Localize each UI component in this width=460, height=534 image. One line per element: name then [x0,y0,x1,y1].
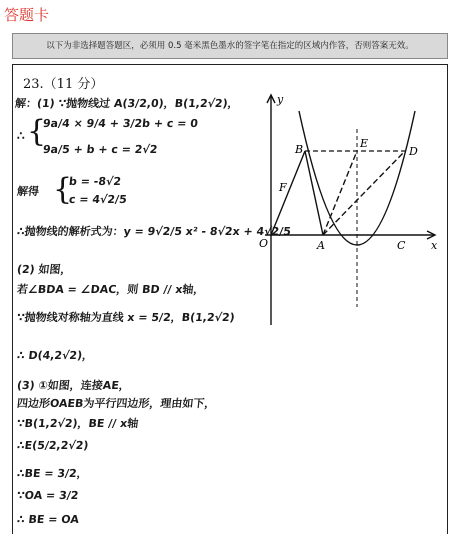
segment-ob [271,151,305,235]
label-e: E [360,137,369,150]
solution-b: b = -8√2 [68,175,122,188]
answer-region [12,64,448,534]
part2-line-3: ∴ D(4,2√2)， [16,349,94,362]
part3-line-3: ∴E(5/2,2√2) [16,439,90,452]
equation-line-a: 9a/4 × 9/4 + 3/2b + c = 0 [42,117,199,130]
part2-heading: (2) 如图， [16,263,73,276]
segment-ae [323,151,357,235]
label-c: C [397,239,406,252]
solve-label: 解得 [16,185,40,198]
label-b: B [295,143,304,156]
coordinate-diagram [259,89,445,329]
part3-line-6: ∴ BE = OA [16,513,80,526]
solution-line-1: 解：(1) ∵抛物线过 A(3/2,0)，B(1,2√2)， [14,97,240,110]
part3-line-2: ∵B(1,2√2)，BE // x轴 [16,417,139,430]
equation-line-b: 9a/5 + b + c = 2√2 [42,143,159,156]
therefore-symbol: ∴ [17,129,25,143]
part2-line-1: 若∠BDA = ∠DAC，则 BD // x轴， [16,283,206,296]
answer-card-title: 答题卡 [4,6,50,24]
label-d: D [409,145,418,158]
brace-symbol: { [53,172,73,207]
part3-line-1: 四边形OAEB为平行四边形，理由如下， [16,397,217,410]
label-f: F [279,181,287,194]
part3-line-5: ∵OA = 3/2 [16,489,80,502]
part3-line-4: ∴BE = 3/2， [16,467,89,480]
solution-c: c = 4√2/5 [68,193,128,206]
label-o: O [259,237,269,250]
part3-heading: (3) ①如图，连接AE， [16,379,131,392]
label-y: y [277,93,284,106]
label-a: A [317,239,325,252]
parabola-equation: ∴抛物线的解析式为：y = 9√2/5 x² - 8√2x + 4√2/5 [16,225,292,238]
label-x: x [431,239,438,252]
instruction-banner: 以下为非选择题答题区，必须用 0.5 毫米黑色墨水的签字笔在指定的区域内作答，否则答案无效。 [12,33,448,59]
brace-symbol: { [27,114,47,149]
part2-line-2: ∵抛物线对称轴为直线 x = 5/2，B(1,2√2) [16,311,236,324]
question-number: 23.（11 分） [23,77,104,92]
